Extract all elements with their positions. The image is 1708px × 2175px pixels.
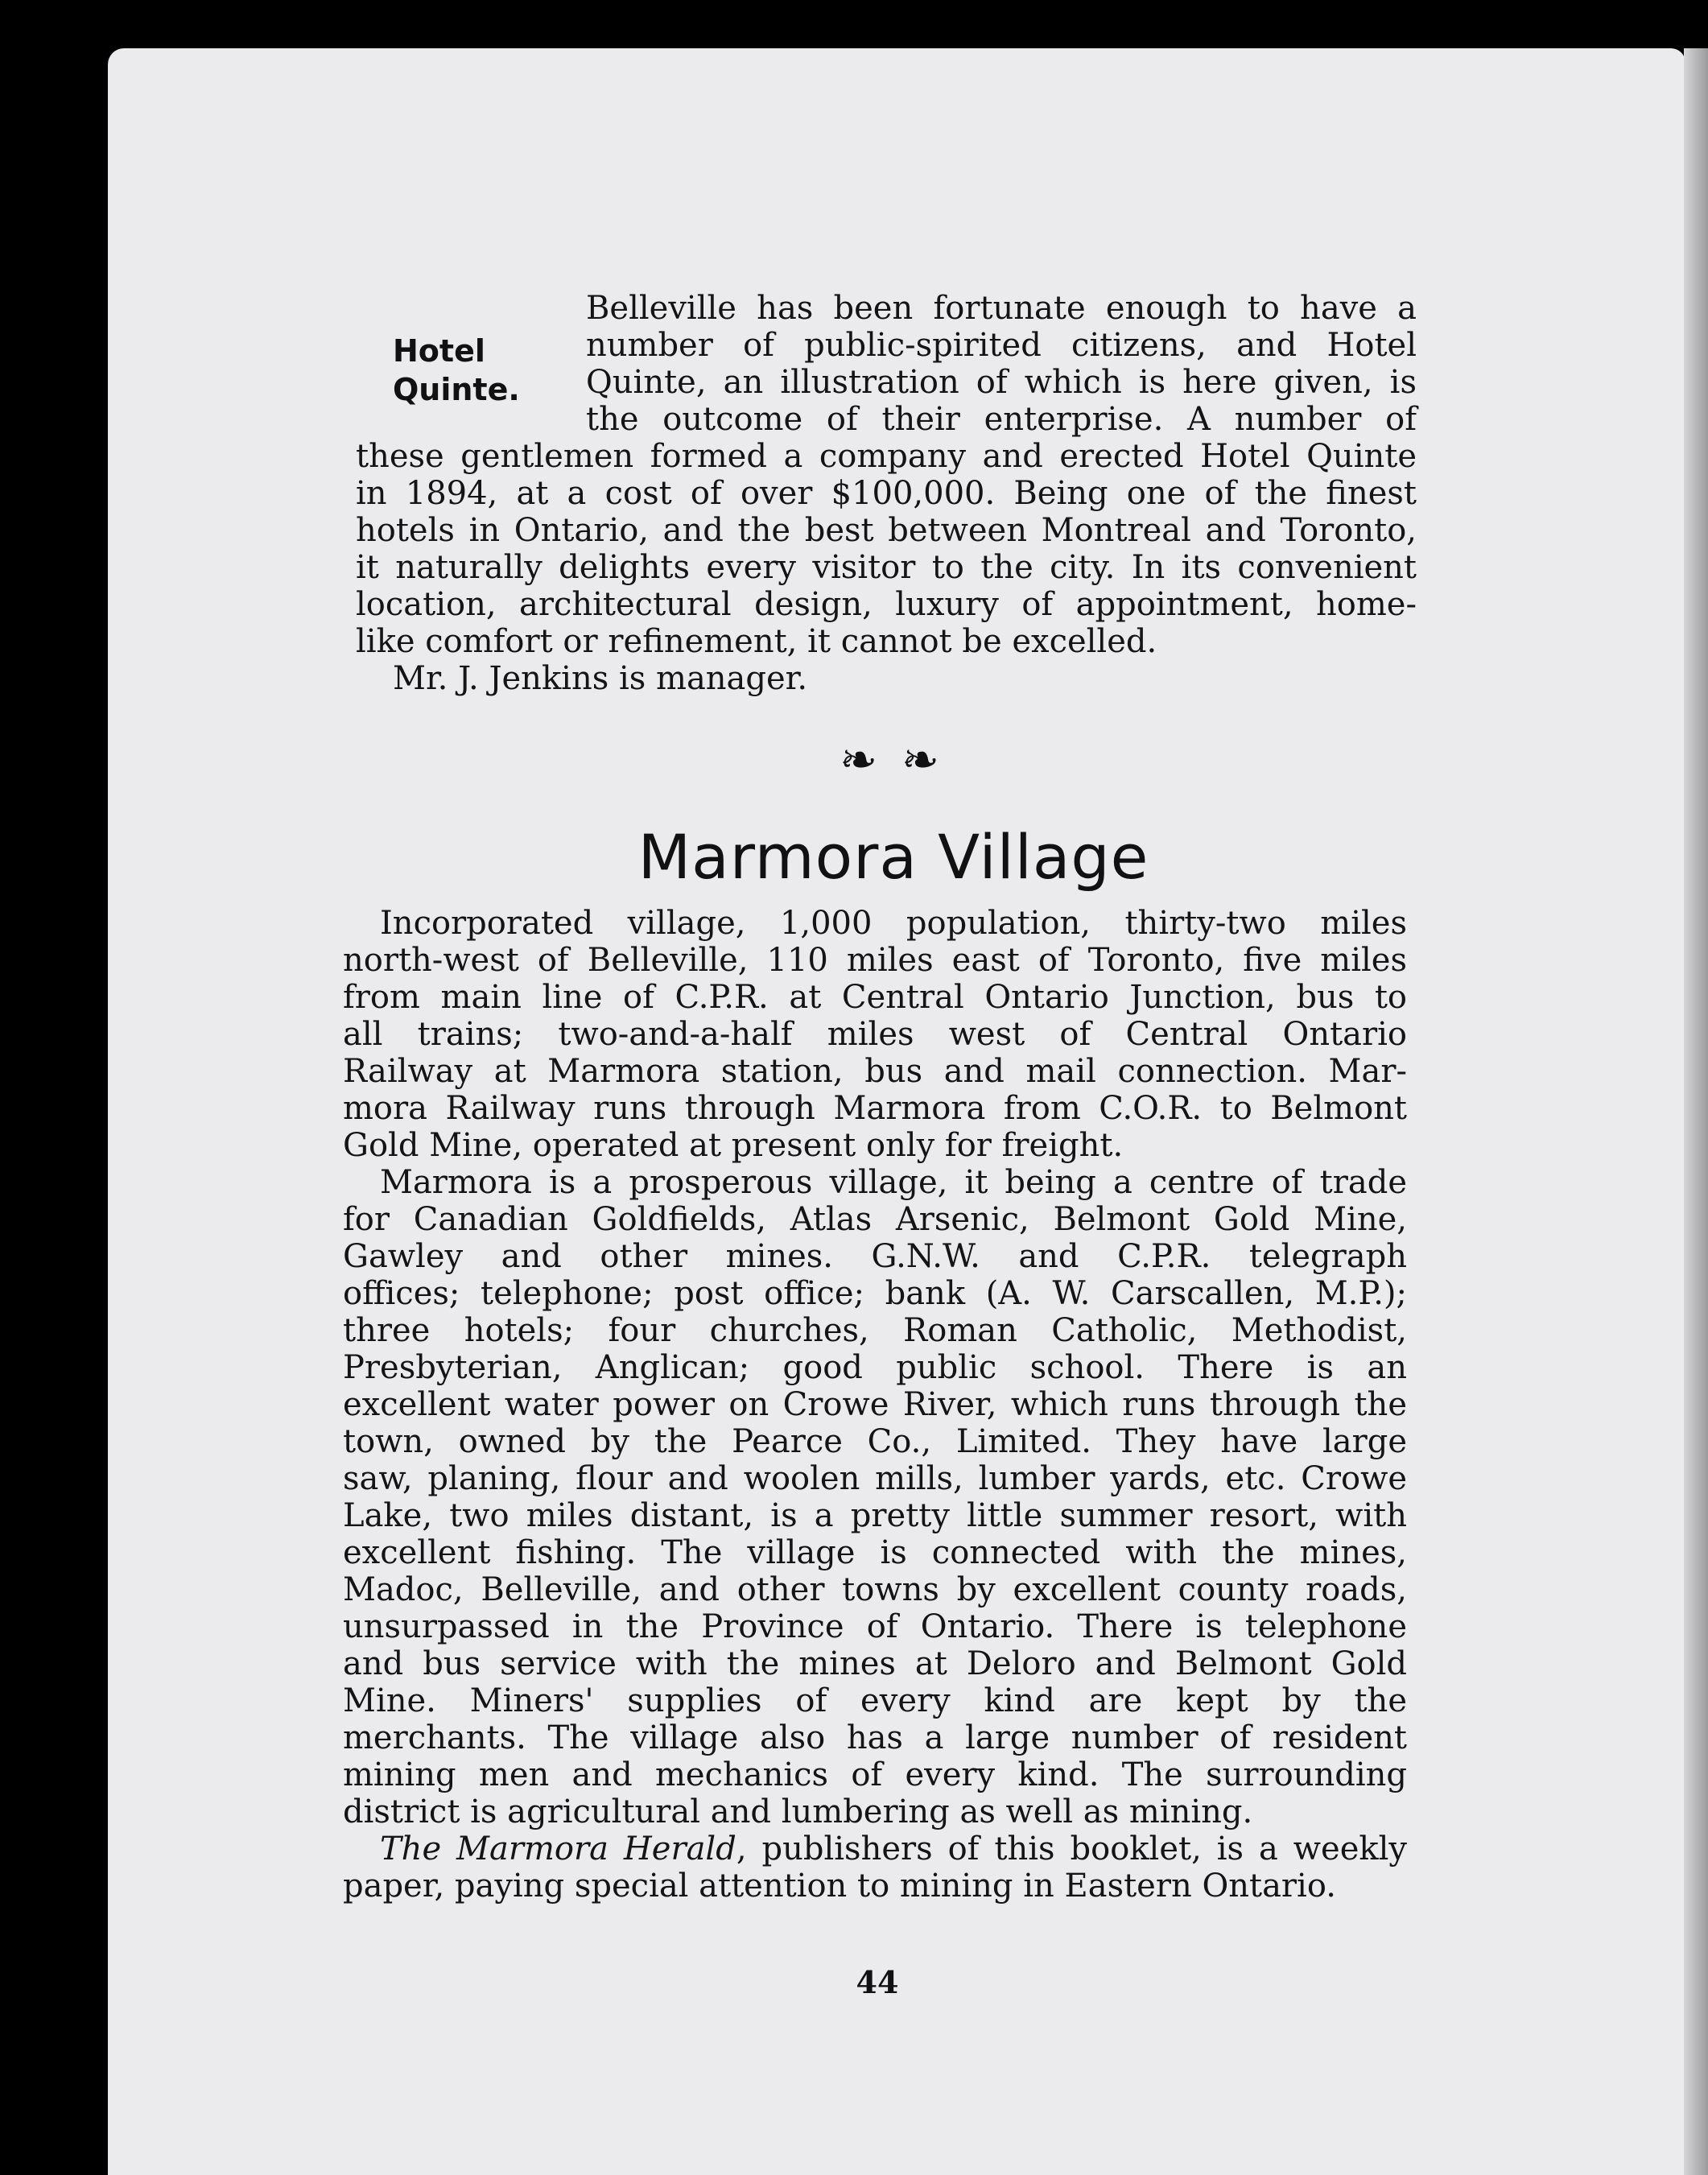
text-line: in 1894, at a cost of over $100,000. Being one of the finest bbox=[356, 475, 1417, 512]
text-line: district is agricultural and lumbering as well as mining. bbox=[343, 1793, 1253, 1830]
text-line: mining men and mechanics of every kind. The surrounding bbox=[343, 1756, 1407, 1793]
text-line: paper, paying special attention to mining in Eastern Ontario. bbox=[343, 1868, 1336, 1905]
marmora-body bbox=[343, 905, 1407, 1905]
text-line: from main line of C.P.R. at Central Ontario Junction, bus to bbox=[343, 979, 1407, 1016]
page-number: 44 bbox=[856, 1964, 899, 2000]
text-line: town, owned by the Pearce Co., Limited. They have large bbox=[343, 1423, 1407, 1460]
text-line: it naturally delights every visitor to the city. In its convenient bbox=[356, 549, 1417, 586]
fleuron-ornament-icon: ❧❧ bbox=[840, 734, 963, 786]
margin-note-hotel-quinte bbox=[393, 332, 554, 409]
text-line: merchants. The village also has a large number of resident bbox=[343, 1719, 1407, 1756]
text-line: like comfort or refinement, it cannot be excelled. bbox=[356, 623, 1157, 660]
text-line: the outcome of their enterprise. A number of bbox=[586, 401, 1417, 438]
margin-note-line: Quinte. bbox=[393, 372, 520, 407]
margin-note-line: Hotel bbox=[393, 333, 485, 369]
text-line: unsurpassed in the Province of Ontario. There is telephone bbox=[343, 1608, 1407, 1645]
text-line: location, architectural design, luxury of appointment, home- bbox=[356, 586, 1417, 623]
text-line: Marmora is a prosperous village, it being a centre of trade bbox=[380, 1164, 1407, 1201]
text-line: number of public-spirited citizens, and Hotel bbox=[586, 327, 1417, 364]
text-line: Madoc, Belleville, and other towns by excellent county roads, bbox=[343, 1571, 1407, 1608]
text-line: all trains; two-and-a-half miles west of Central Ontario bbox=[343, 1016, 1407, 1053]
text-line: for Canadian Goldfields, Atlas Arsenic, Belmont Gold Mine, bbox=[343, 1201, 1407, 1238]
text-line: mora Railway runs through Marmora from C.O.R. to Belmont bbox=[343, 1090, 1407, 1127]
text-line: Gold Mine, operated at present only for freight. bbox=[343, 1127, 1124, 1164]
section-heading: Marmora Village bbox=[637, 821, 1149, 893]
text-line: saw, planing, flour and woolen mills, lumber yards, etc. Crowe bbox=[343, 1460, 1407, 1497]
text-line: three hotels; four churches, Roman Catholic, Methodist, bbox=[343, 1312, 1407, 1349]
herald-line bbox=[343, 1830, 1407, 1868]
text-line: north-west of Belleville, 110 miles east of Toronto, five miles bbox=[343, 942, 1407, 979]
text-line: Incorporated village, 1,000 population, thirty-two miles bbox=[380, 905, 1407, 942]
text-line: offices; telephone; post office; bank (A. W. Carscallen, M.P.); bbox=[343, 1275, 1407, 1312]
text-line: and bus service with the mines at Deloro and Belmont Gold bbox=[343, 1645, 1407, 1682]
text-line: Presbyterian, Anglican; good public school. There is an bbox=[343, 1349, 1407, 1386]
hotel-paragraph-full bbox=[356, 438, 1417, 697]
text-line: excellent water power on Crowe River, which runs through the bbox=[343, 1386, 1407, 1423]
text-line: Railway at Marmora station, bus and mail connection. Mar- bbox=[343, 1053, 1407, 1090]
text-line: Lake, two miles distant, is a pretty little summer resort, with bbox=[343, 1497, 1407, 1534]
newspaper-title: The Marmora Herald bbox=[380, 1830, 736, 1868]
text-line: these gentlemen formed a company and erected Hotel Quinte bbox=[356, 438, 1417, 475]
text-line: Gawley and other mines. G.N.W. and C.P.R. telegraph bbox=[343, 1238, 1407, 1275]
hotel-paragraph-indented bbox=[586, 290, 1417, 438]
hotel-manager-line: Mr. J. Jenkins is manager. bbox=[393, 660, 808, 697]
text-run: , publishers of this booklet, is a weekly bbox=[736, 1830, 1407, 1868]
text-line: hotels in Ontario, and the best between Montreal and Toronto, bbox=[356, 512, 1417, 549]
text-line: Quinte, an illustration of which is here given, is bbox=[586, 364, 1417, 401]
text-line: Belleville has been fortunate enough to have a bbox=[586, 290, 1417, 327]
page-edge bbox=[1684, 48, 1708, 2175]
text-line: Mine. Miners' supplies of every kind are kept by the bbox=[343, 1682, 1407, 1719]
text-line: excellent fishing. The village is connected with the mines, bbox=[343, 1534, 1407, 1571]
